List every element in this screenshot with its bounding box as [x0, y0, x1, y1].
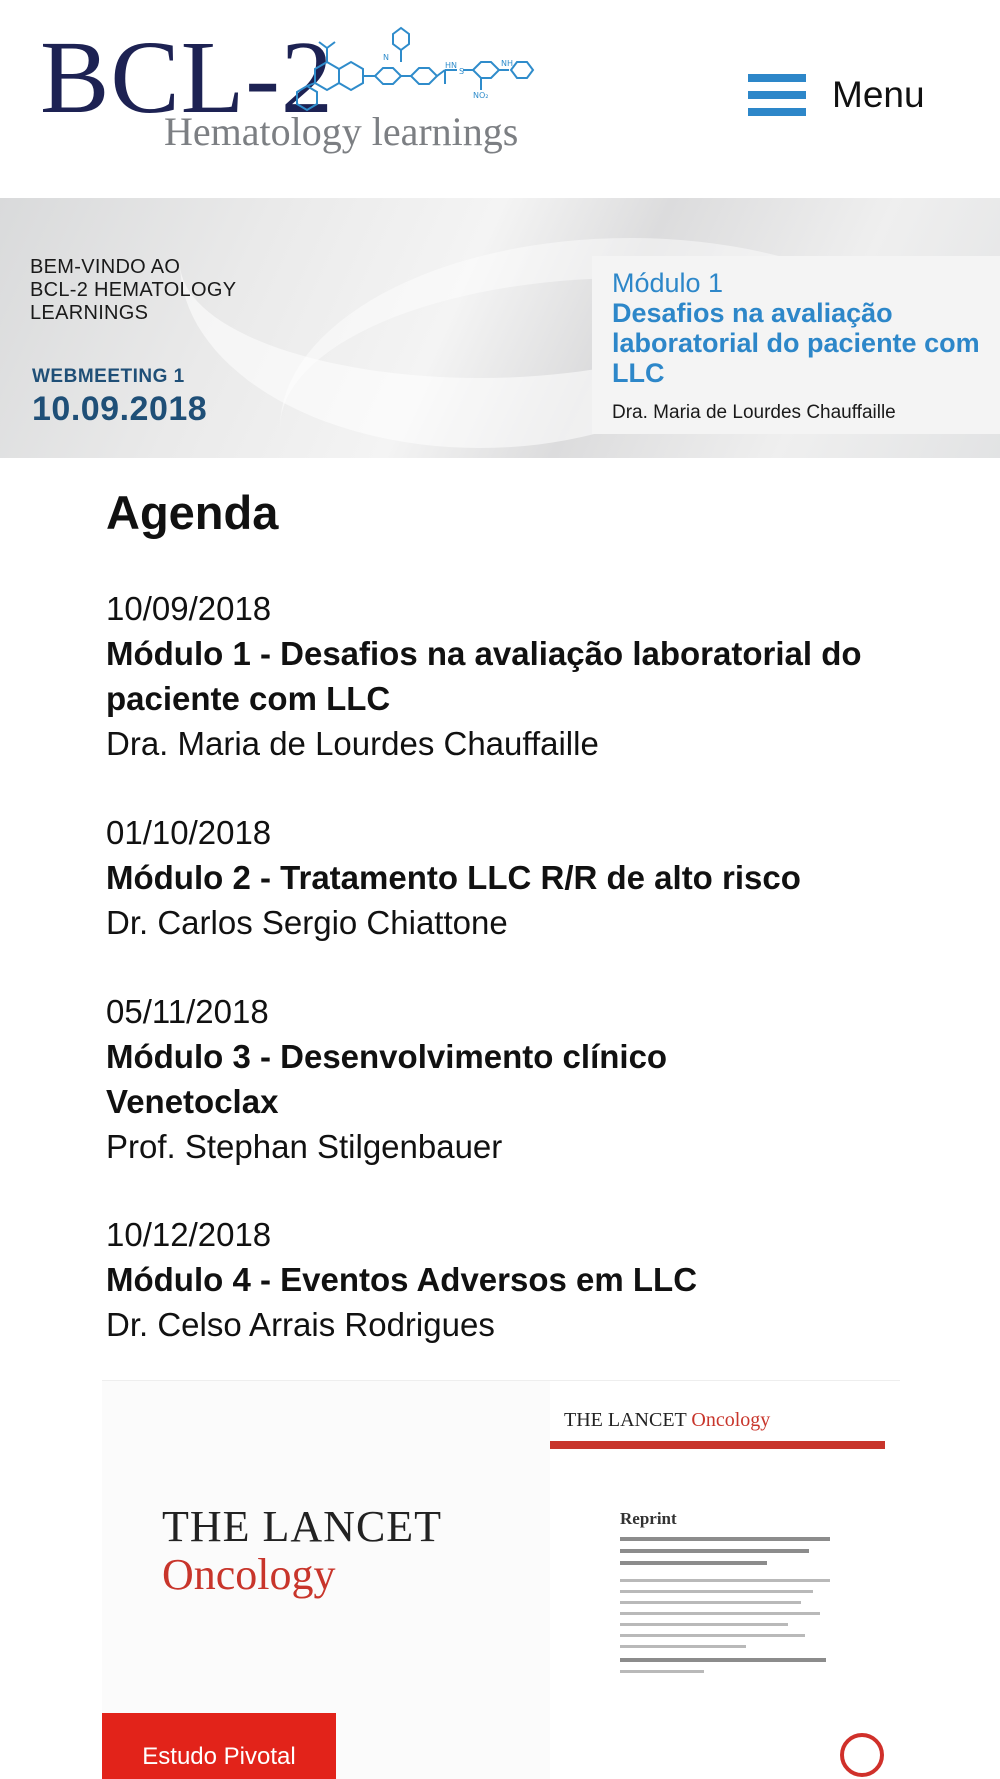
module-author: Dra. Maria de Lourdes Chauffaille: [612, 402, 896, 423]
webmeeting-label: WEBMEETING 1: [32, 366, 185, 387]
agenda-item-speaker: Prof. Stephan Stilgenbauer: [106, 1128, 503, 1165]
journal-cover: [102, 1381, 550, 1779]
estudo-pivotal-badge: Estudo Pivotal: [102, 1713, 336, 1779]
lancet-title: THE LANCET: [162, 1502, 443, 1551]
menu-label: Menu: [832, 74, 925, 115]
oncology-small-name: Oncology: [691, 1409, 771, 1431]
agenda-item: [106, 989, 906, 1169]
agenda-item-title: Módulo 4 - Eventos Adversos em LLC: [106, 1261, 698, 1298]
module-title: Desafios na avaliação laboratorial do paciente com LLC: [612, 298, 980, 388]
lancet-promo-image[interactable]: [102, 1380, 900, 1779]
agenda-item-date: 10/09/2018: [106, 590, 272, 627]
agenda-item-speaker: Dr. Celso Arrais Rodrigues: [106, 1306, 495, 1343]
svg-text:NH: NH: [501, 59, 513, 68]
agenda-item-date: 10/12/2018: [106, 1216, 272, 1253]
current-module-card[interactable]: [592, 256, 1000, 434]
agenda-item: [106, 1212, 906, 1347]
agenda-item: [106, 586, 906, 766]
lancet-small-name: THE LANCET: [564, 1409, 687, 1431]
welcome-line: LEARNINGS: [30, 302, 149, 324]
logo-main-text: BCL-2: [40, 20, 334, 135]
agenda-item-title: Módulo 1 - Desafios na avaliação laboratorial do paciente com LLC: [106, 635, 862, 717]
agenda-item-date: 01/10/2018: [106, 814, 272, 851]
reprint-page: [550, 1381, 900, 1779]
welcome-line: BCL-2 HEMATOLOGY: [30, 279, 237, 301]
molecule-icon: [295, 14, 540, 119]
svg-text:HN: HN: [445, 61, 457, 70]
agenda-item-speaker: Dr. Carlos Sergio Chiattone: [106, 904, 508, 941]
lancet-small-title: [564, 1409, 770, 1432]
agenda-item-date: 05/11/2018: [106, 993, 269, 1030]
bcl2-logo[interactable]: [40, 14, 540, 174]
oncology-title: Oncology: [162, 1550, 336, 1599]
agenda-section: [106, 486, 906, 1343]
agenda-item-title: Módulo 2 - Tratamento LLC R/R de alto risco: [106, 859, 801, 896]
svg-text:S: S: [459, 67, 465, 76]
agenda-item-title: Módulo 3 - Desenvolvimento clínico Venetoclax: [106, 1038, 668, 1120]
reprint-label: Reprint: [620, 1509, 677, 1528]
svg-text:N: N: [383, 53, 389, 62]
svg-text:NO₂: NO₂: [473, 91, 489, 100]
agenda-item-speaker: Dra. Maria de Lourdes Chauffaille: [106, 725, 599, 762]
hero-banner: [0, 198, 1000, 458]
welcome-line: BEM-VINDO AO: [30, 256, 181, 278]
welcome-text: [30, 256, 236, 325]
logo-subtitle: Hematology learnings: [164, 109, 519, 154]
agenda-item: [106, 810, 906, 945]
site-header: [0, 0, 1000, 198]
module-number: Módulo 1: [612, 268, 724, 298]
agenda-title: Agenda: [106, 486, 279, 539]
webmeeting-date: 10.09.2018: [32, 390, 208, 428]
seal-icon: [840, 1733, 884, 1777]
menu-button[interactable]: [748, 70, 925, 120]
reprint-text-lines: [620, 1537, 830, 1681]
red-divider: [550, 1441, 885, 1449]
hamburger-icon: [748, 74, 806, 116]
